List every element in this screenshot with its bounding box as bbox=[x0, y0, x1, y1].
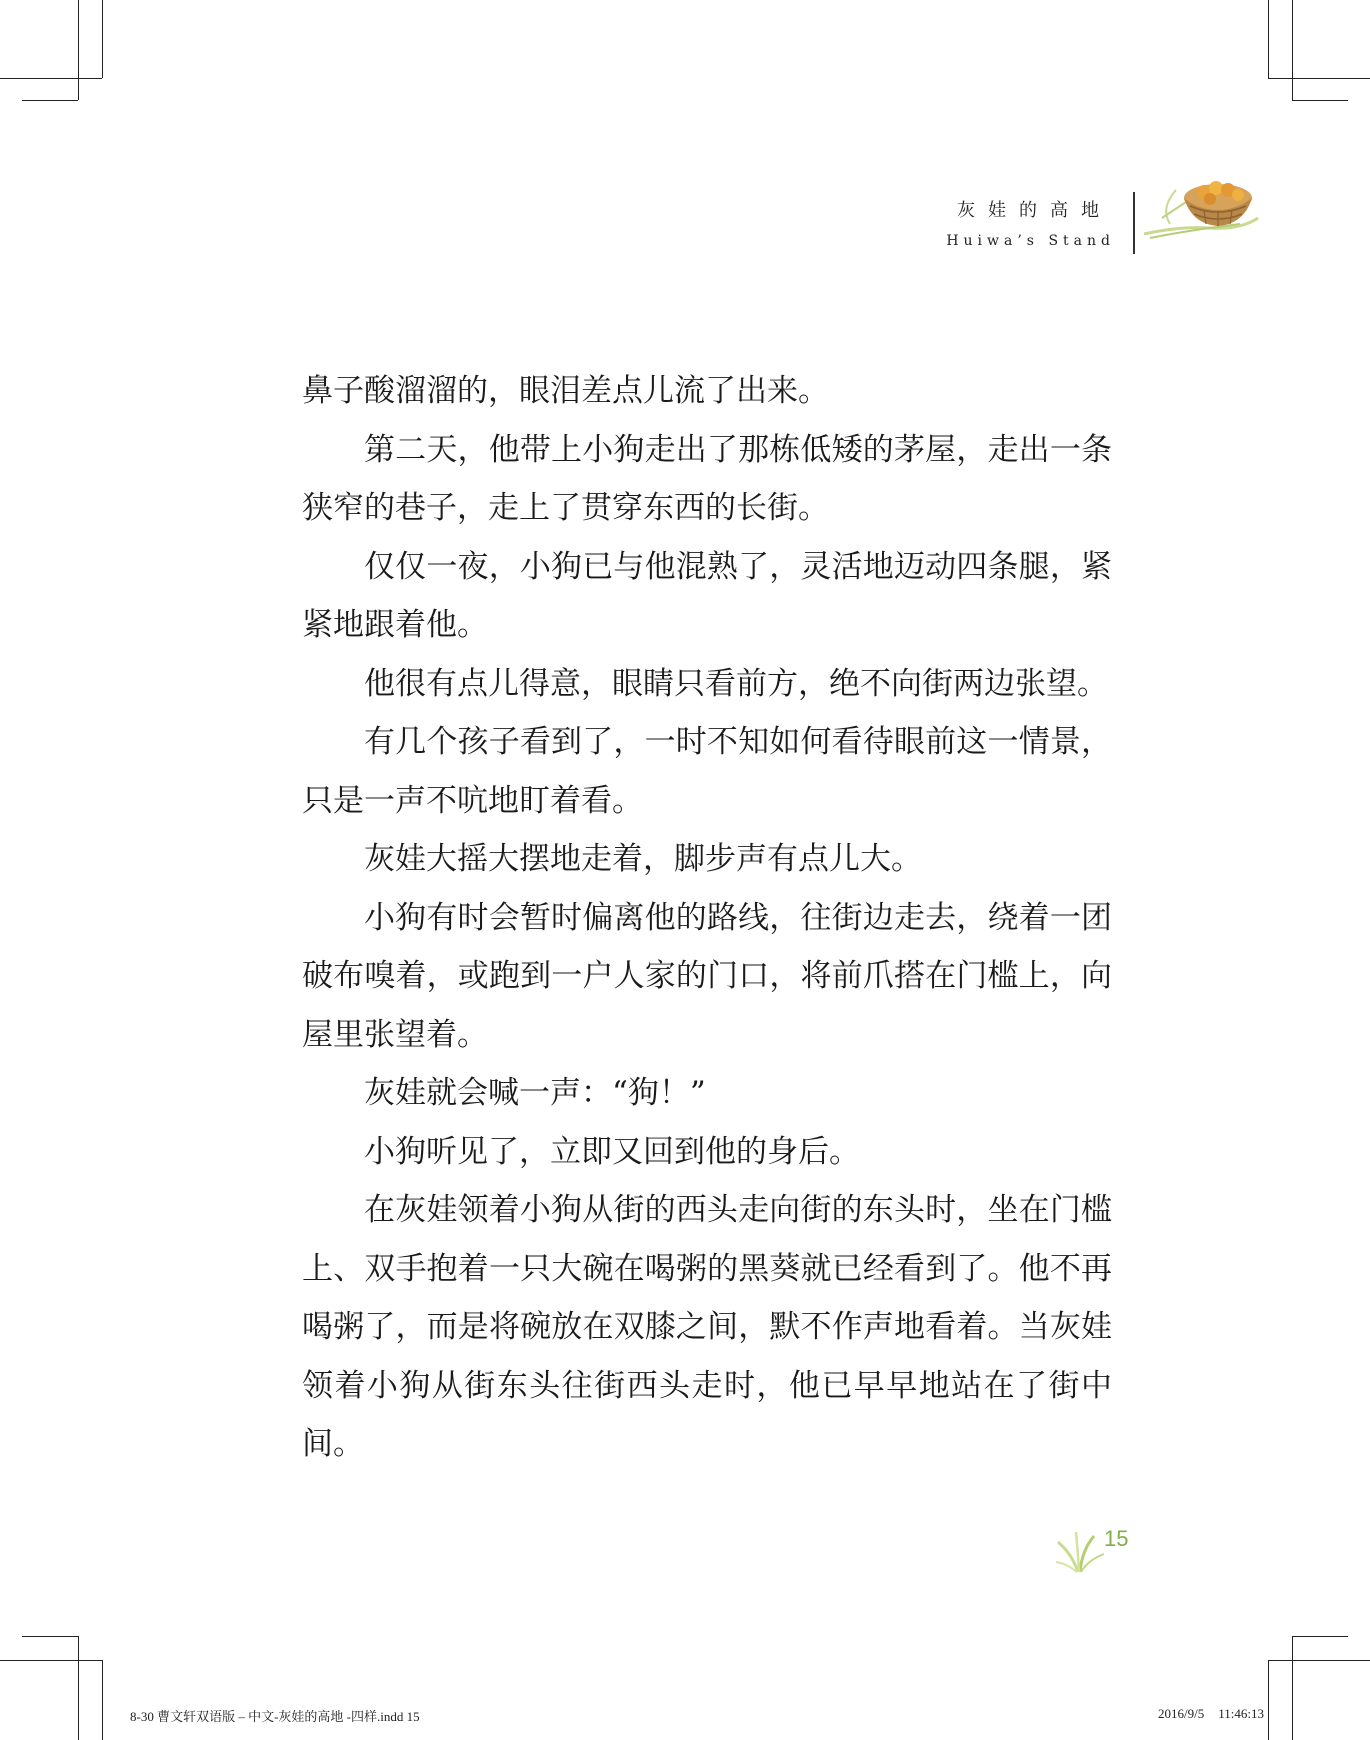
paragraph: 小狗有时会暂时偏离他的路线，往街边走去，绕着一团破布嗅着，或跑到一户人家的门口，将前爪搭在门槛上，向屋里张望着。 bbox=[302, 899, 1112, 1053]
print-slug-time: 11:46:13 bbox=[1218, 1706, 1264, 1721]
page-number: 15 bbox=[1104, 1526, 1129, 1551]
paragraph: 他很有点儿得意，眼睛只看前方，绝不向街两边张望。 bbox=[364, 665, 1108, 702]
paragraph: 灰娃大摇大摆地走着，脚步声有点儿大。 bbox=[364, 841, 922, 877]
basket-icon bbox=[1140, 168, 1260, 240]
paragraph: 灰娃就会喊一声：“狗！” bbox=[364, 1075, 706, 1111]
paragraph: 在灰娃领着小狗从街的西头走向街的东头时，坐在门槛上、双手抱着一只大碗在喝粥的黑葵就已经看到了。他不再喝粥了，而是将碗放在双膝之间，默不作声地看着。当灰娃领着小狗从街东头往街西头走时，他已早早地站在了街中间。 bbox=[302, 1192, 1112, 1462]
print-slug-timestamp bbox=[1158, 1706, 1264, 1722]
header-divider bbox=[1133, 192, 1135, 254]
running-header-title: 灰娃的高地 bbox=[957, 200, 1112, 221]
paragraph: 第二天，他带上小狗走出了那栋低矮的茅屋，走出一条狭窄的巷子，走上了贯穿东西的长街。 bbox=[302, 431, 1112, 526]
body-text bbox=[302, 362, 1112, 1474]
print-slug-date: 2016/9/5 bbox=[1158, 1706, 1205, 1721]
paragraph: 鼻子酸溜溜的，眼泪差点儿流了出来。 bbox=[302, 373, 829, 409]
paragraph: 小狗听见了，立即又回到他的身后。 bbox=[364, 1133, 860, 1170]
running-header-subtitle: Huiwa’s Stand bbox=[946, 233, 1115, 249]
paragraph: 有几个孩子看到了，一时不知如何看待眼前这一情景，只是一声不吭地盯着看。 bbox=[302, 724, 1112, 819]
paragraph: 仅仅一夜，小狗已与他混熟了，灵活地迈动四条腿，紧紧地跟着他。 bbox=[302, 548, 1112, 643]
print-slug-file: 8-30 曹文轩双语版 – 中文-灰娃的高地 -四样.indd 15 bbox=[130, 1709, 420, 1724]
grass-icon bbox=[1052, 1524, 1108, 1574]
